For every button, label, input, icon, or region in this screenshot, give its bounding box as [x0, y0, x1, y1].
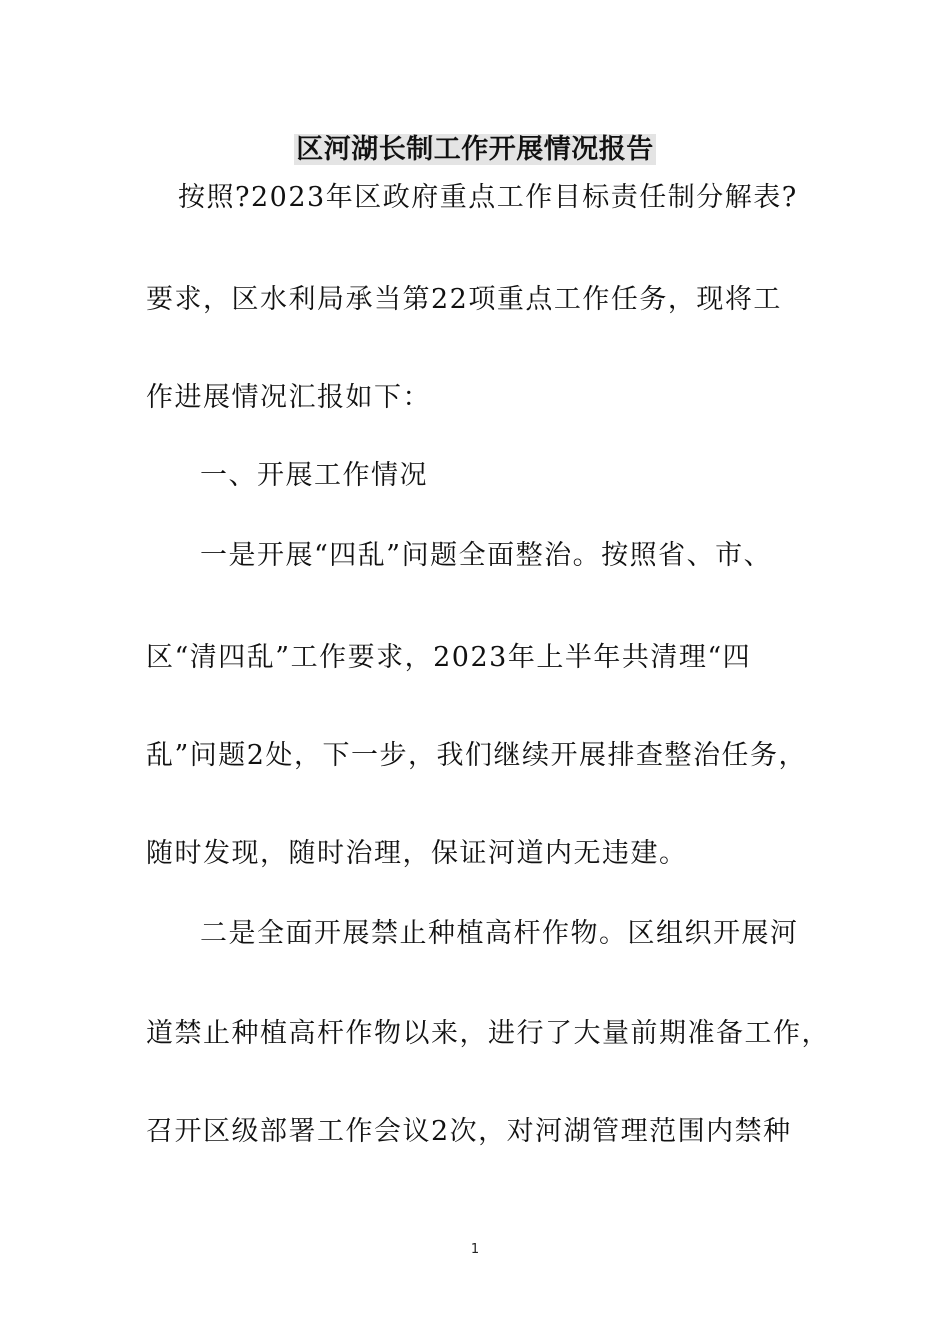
paragraph-line: 道禁止种植高杆作物以来，进行了大量前期准备工作，: [146, 1018, 830, 1049]
title-text: 区河湖长制工作开展情况报告: [296, 134, 654, 165]
paragraph-line: 区“清四乱”工作要求，2023年上半年共清理“四: [146, 642, 752, 673]
paragraph-line: 要求，区水利局承当第22项重点工作任务，现将工: [146, 284, 782, 315]
paragraph-line: 一是开展“四乱”问题全面整治。按照省、市、: [200, 540, 773, 571]
paragraph-line: 作进展情况汇报如下：: [146, 382, 431, 413]
paragraph-line: 乱”问题2处，下一步，我们继续开展排查整治任务，: [146, 740, 807, 771]
paragraph-line: 按照?2023年区政府重点工作目标责任制分解表?: [178, 182, 798, 213]
paragraph-line: 召开区级部署工作会议2次，对河湖管理范围内禁种: [146, 1116, 792, 1147]
paragraph-line: 二是全面开展禁止种植高杆作物。区组织开展河: [200, 918, 799, 949]
page-number: 1: [470, 1242, 480, 1257]
section-heading: 一、开展工作情况: [200, 460, 428, 491]
document-title: [0, 130, 950, 170]
paragraph-line: 随时发现，随时治理，保证河道内无违建。: [146, 838, 688, 869]
